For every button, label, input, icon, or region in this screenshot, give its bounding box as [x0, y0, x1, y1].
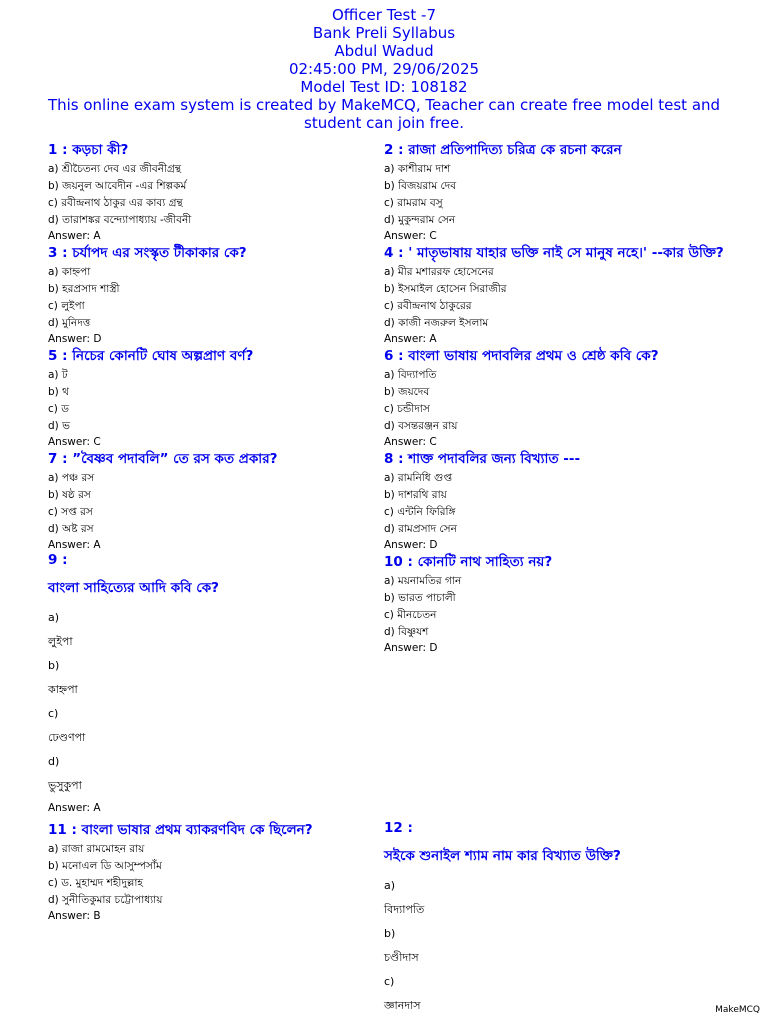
option-b: b) ইসমাইল হোসেন সিরাজীর	[384, 283, 507, 295]
model-test-id: Model Test ID: 108182	[300, 78, 468, 96]
question-6	[384, 348, 754, 449]
exam-datetime: 02:45:00 PM, 29/06/2025	[288, 60, 480, 78]
option-b: b) দাশরথি রায়	[384, 489, 447, 501]
question-9	[48, 552, 378, 815]
question-title: 1 : কড়চা কী?	[48, 142, 129, 158]
option-b-text: কাহ্নপা	[48, 683, 78, 696]
option-c: c) চন্ডীদাস	[384, 403, 430, 415]
option-d-text: ভুসুকুপা	[48, 779, 82, 792]
question-12	[384, 820, 744, 1022]
option-c: c) লুইপা	[48, 300, 85, 312]
answer-label: Answer: A	[48, 539, 101, 551]
option-d: d) সুনীতিকুমার চট্টোপাধ্যায়	[48, 894, 163, 906]
option-d: d) মুকুন্দরাম সেন	[384, 214, 456, 226]
answer-label: Answer: D	[48, 333, 102, 345]
option-c: c) ড	[48, 403, 69, 415]
option-c: c) ড. মুহাম্মদ শহীদুল্লাহ	[48, 877, 143, 889]
question-title: 3 : চর্যাপদ এর সংস্কৃত টীকাকার কে?	[48, 245, 247, 261]
question-title: 8 : শাক্ত পদাবলির জন্য বিখ্যাত ---	[384, 451, 581, 467]
question-number: 9 :	[48, 552, 68, 568]
question-title: 4 : ' মাতৃভাষায় যাহার ভক্তি নাই সে মানুষ নহে।' --কার উক্তি?	[384, 245, 724, 261]
option-b: b) মনোএল ডি আসুম্পসাঁম	[48, 860, 162, 872]
author-name: Abdul Wadud	[334, 42, 434, 60]
footer-brand: MakeMCQ	[715, 1005, 760, 1015]
option-a: a) কাহ্নপা	[48, 266, 91, 278]
option-b: b) ষষ্ঠ রস	[48, 489, 91, 501]
option-d: d) মুনিদত্ত	[48, 317, 91, 329]
option-b-label: b)	[48, 659, 60, 672]
answer-label: Answer: A	[48, 230, 101, 242]
option-d: d) তারাশঙ্কর বন্দ্যোপাধ্যায় -জীবনী	[48, 214, 192, 226]
answer-label: Answer: C	[384, 436, 437, 448]
option-c-text: ঢেণ্ডণপা	[48, 731, 86, 744]
question-5	[48, 348, 378, 449]
option-d: d) বিষ্ণুযশ	[384, 626, 429, 638]
option-b: b) বিজয়রাম দেব	[384, 180, 457, 192]
exam-title: Officer Test -7	[332, 6, 436, 24]
question-title: 7 : ”বৈষ্ণব পদাবলি” তে রস কত প্রকার?	[48, 451, 278, 467]
option-a: a) ট	[48, 369, 68, 381]
answer-label: Answer: C	[48, 436, 101, 448]
option-a: a) রাজা রামমোহন রায়	[48, 843, 145, 855]
option-a: a) কাশীরাম দাশ	[384, 163, 451, 175]
option-a-text: লুইপা	[48, 635, 73, 648]
question-7	[48, 451, 378, 552]
question-3	[48, 245, 378, 346]
option-d: d) অষ্ট রস	[48, 523, 94, 535]
syllabus-label: Bank Preli Syllabus	[312, 24, 456, 42]
option-c: c) এন্টনি ফিরিঙ্গি	[384, 506, 456, 518]
answer-label: Answer: B	[48, 910, 101, 922]
option-c-text: জ্ঞানদাস	[384, 999, 421, 1012]
question-title: 10 : কোনটি নাথ সাহিত্য নয়?	[384, 554, 553, 570]
answer-label: Answer: D	[384, 642, 438, 654]
option-c: c) সপ্ত রস	[48, 506, 93, 518]
question-4	[384, 245, 764, 346]
question-text: সইকে শুনাইল শ্যাম নাম কার বিখ্যাত উক্তি?	[384, 848, 621, 864]
question-number: 12 :	[384, 820, 413, 836]
option-d: d) ভ	[48, 420, 70, 432]
option-b: b) থ	[48, 386, 69, 398]
option-a: a) বিদ্যাপতি	[384, 369, 437, 381]
option-a: a) ময়নামতির গান	[384, 575, 462, 587]
answer-label: Answer: C	[384, 230, 437, 242]
option-a-label: a)	[384, 879, 396, 892]
option-c: c) মীনচেতন	[384, 609, 437, 621]
option-b: b) ভারত পাচালী	[384, 592, 456, 604]
question-10	[384, 554, 714, 655]
option-c-label: c)	[48, 707, 59, 720]
question-1	[48, 142, 378, 243]
question-8	[384, 451, 714, 552]
question-text: বাংলা সাহিত্যের আদি কবি কে?	[48, 580, 219, 596]
answer-label: Answer: A	[384, 333, 437, 345]
option-d: d) রামপ্রসাদ সেন	[384, 523, 457, 535]
exam-header	[0, 6, 768, 132]
option-d: d) কাজী নজরুল ইসলাম	[384, 317, 489, 329]
answer-label: Answer: A	[48, 802, 101, 814]
option-c: c) রবীন্দ্রনাথ ঠাকুরের	[384, 300, 472, 312]
question-title: 6 : বাংলা ভাষায় পদাবলির প্রথম ও শ্রেষ্ঠ কবি কে?	[384, 348, 659, 364]
question-2	[384, 142, 714, 243]
option-a-text: বিদ্যাপতি	[384, 903, 425, 916]
answer-label: Answer: D	[384, 539, 438, 551]
question-title: 5 : নিচের কোনটি ঘোষ অল্পপ্রাণ বর্ণ?	[48, 348, 254, 364]
option-a-label: a)	[48, 611, 60, 624]
option-d-label: d)	[48, 755, 60, 768]
option-c: c) রবীন্দ্রনাথ ঠাকুর এর কাব্য গ্রন্থ	[48, 197, 183, 209]
option-a: a) মীর মশাররফ হোসেনের	[384, 266, 494, 278]
question-title: 2 : রাজা প্রতিপাদিত্য চরিত্র কে রচনা করেন	[384, 142, 622, 158]
exam-description: This online exam system is created by MakeMCQ, Teacher can create free model test and student can join free.	[47, 96, 721, 132]
option-a: a) পঞ্চ রস	[48, 472, 95, 484]
option-b: b) জয়নুল আবেদীন -এর শিল্পকর্ম	[48, 180, 187, 192]
option-b-label: b)	[384, 927, 396, 940]
option-c-label: c)	[384, 975, 395, 988]
question-title: 11 : বাংলা ভাষার প্রথম ব্যাকরণবিদ কে ছিলেন?	[48, 822, 313, 838]
option-a: a) রামনিধি গুপ্ত	[384, 472, 452, 484]
option-a: a) শ্রীচৈতন্য দেব এর জীবনীগ্রন্থ	[48, 163, 182, 175]
question-11	[48, 822, 378, 923]
option-c: c) রামরাম বসু	[384, 197, 443, 209]
option-d: d) বসন্তরঞ্জন রায়	[384, 420, 458, 432]
option-b: b) হরপ্রসাদ শাস্ত্রী	[48, 283, 120, 295]
option-b: b) জয়দেব	[384, 386, 430, 398]
option-b-text: চণ্ডীদাস	[384, 951, 419, 964]
